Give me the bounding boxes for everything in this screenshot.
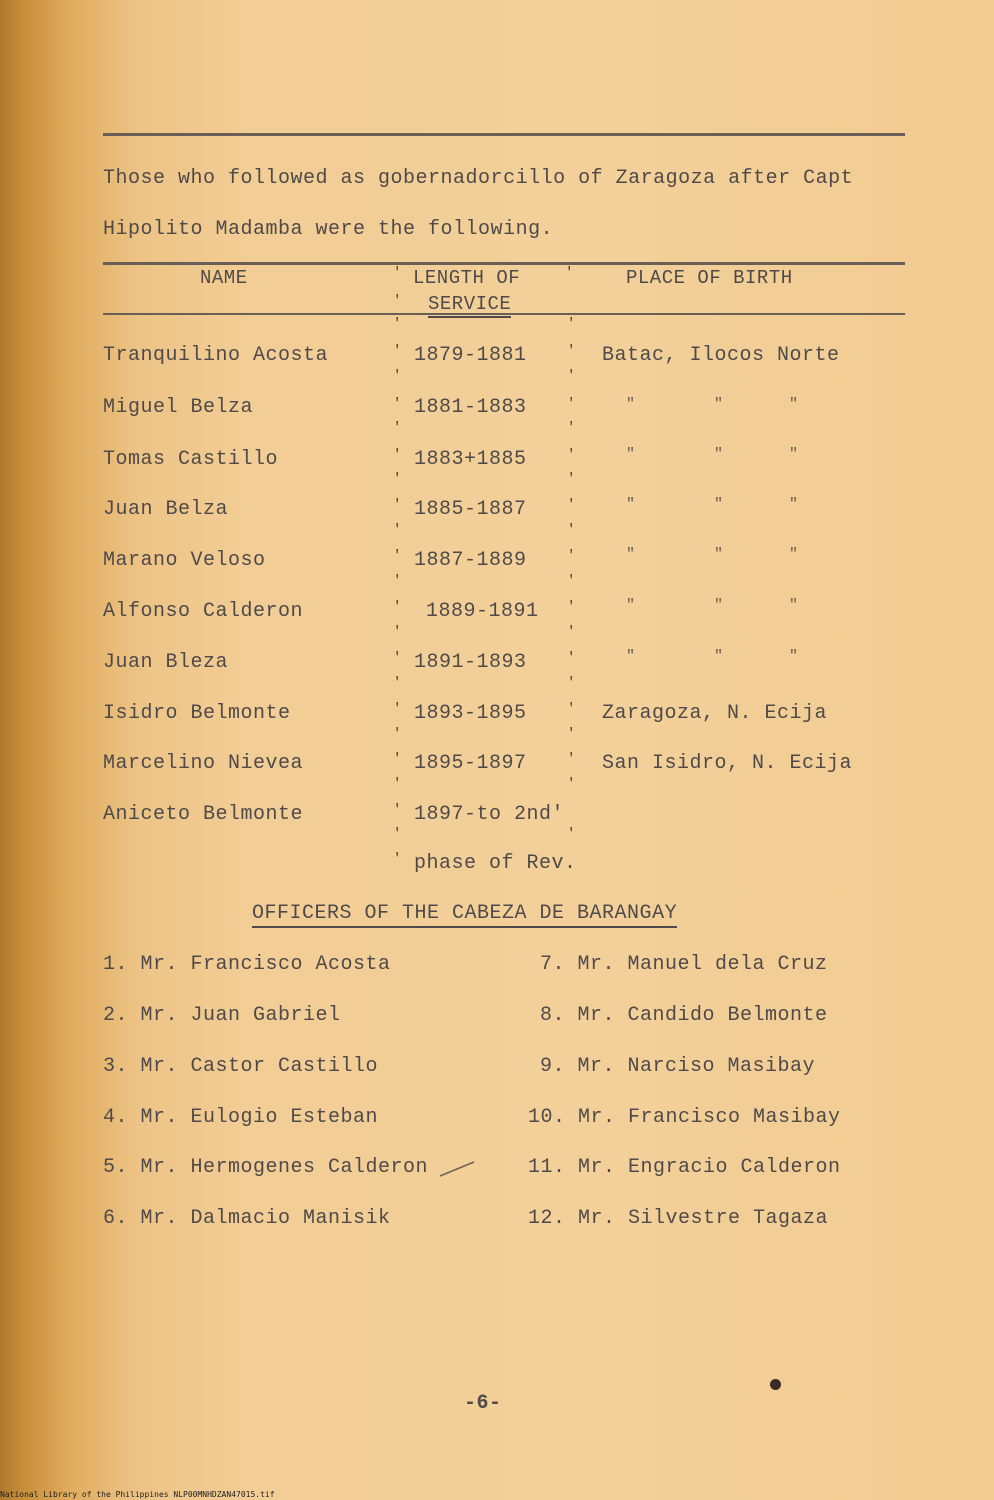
column-tick: '	[393, 522, 402, 538]
officer-item: 12. Mr. Silvestre Tagaza	[528, 1207, 829, 1230]
row-name: Isidro Belmonte	[103, 702, 291, 725]
row-name: Tranquilino Acosta	[103, 344, 329, 367]
column-tick: '	[393, 497, 402, 513]
ditto-mark: "	[626, 396, 636, 413]
intro-line-1: Those who followed as gobernadorcillo of Zaragoza after Capt	[103, 167, 854, 190]
column-tick: '	[567, 599, 576, 615]
column-tick: '	[567, 343, 576, 359]
ditto-mark: "	[789, 597, 799, 614]
page-number: -6-	[464, 1392, 502, 1415]
row-name: Juan Belza	[103, 498, 229, 521]
row-name: Tomas Castillo	[103, 448, 279, 471]
column-tick: '	[393, 447, 402, 463]
ink-spot	[770, 1379, 781, 1390]
row-service: 1895-1897	[414, 752, 527, 775]
column-tick: '	[393, 701, 402, 717]
column-tick: '	[393, 343, 402, 359]
row-service: 1897-to 2nd'	[414, 803, 565, 826]
column-tick: '	[567, 447, 576, 463]
row-name: Miguel Belza	[103, 396, 254, 419]
ditto-mark: "	[789, 546, 799, 563]
top-rule	[103, 133, 905, 136]
ditto-mark: "	[789, 396, 799, 413]
intro-line-2: Hipolito Madamba were the following.	[103, 218, 554, 241]
officer-item: 3. Mr. Castor Castillo	[103, 1055, 379, 1078]
column-tick: '	[567, 751, 576, 767]
column-tick: '	[567, 650, 576, 666]
ditto-mark: "	[626, 546, 636, 563]
officer-item: 1. Mr. Francisco Acosta	[103, 953, 391, 976]
column-tick: '	[567, 497, 576, 513]
column-tick: '	[393, 826, 402, 842]
ditto-mark: "	[626, 648, 636, 665]
officer-item: 5. Mr. Hermogenes Calderon	[103, 1156, 429, 1179]
column-tick: '	[567, 420, 576, 436]
column-tick: '	[393, 573, 402, 589]
officer-item: 6. Mr. Dalmacio Manisik	[103, 1207, 391, 1230]
ditto-mark: "	[626, 496, 636, 513]
row-service: 1885-1887	[414, 498, 527, 521]
header-service-1: LENGTH OF	[413, 267, 521, 289]
officer-item: 4. Mr. Eulogio Esteban	[103, 1106, 379, 1129]
column-tick: '	[567, 548, 576, 564]
row-service: 1879-1881	[414, 344, 527, 367]
column-tick: '	[567, 396, 576, 412]
row-name: Juan Bleza	[103, 651, 229, 674]
header-tick: '	[393, 293, 402, 309]
ditto-mark: "	[789, 446, 799, 463]
officer-item: 11. Mr. Engracio Calderon	[528, 1156, 841, 1179]
column-tick: '	[393, 420, 402, 436]
row-service: 1881-1883	[414, 396, 527, 419]
column-tick: '	[393, 675, 402, 691]
row-name: Marcelino Nievea	[103, 752, 304, 775]
column-tick: '	[393, 599, 402, 615]
ditto-mark: "	[626, 597, 636, 614]
column-tick: '	[393, 726, 402, 742]
column-tick: '	[567, 471, 576, 487]
row-birth: San Isidro, N. Ecija	[602, 752, 853, 775]
ditto-mark: "	[714, 597, 724, 614]
column-tick: '	[567, 368, 576, 384]
column-tick: '	[393, 776, 402, 792]
column-tick: '	[393, 368, 402, 384]
officer-item: 2. Mr. Juan Gabriel	[103, 1004, 341, 1027]
column-tick: '	[567, 316, 576, 332]
header-tick: '	[393, 265, 402, 281]
officers-title: OFFICERS OF THE CABEZA DE BARANGAY	[252, 902, 677, 928]
column-tick: '	[567, 776, 576, 792]
row-service: 1887-1889	[414, 549, 527, 572]
column-tick: '	[393, 316, 402, 332]
column-tick: '	[567, 522, 576, 538]
ditto-mark: "	[789, 648, 799, 665]
row-service: 1883+1885	[414, 448, 527, 471]
officer-item: 7. Mr. Manuel dela Cruz	[540, 953, 828, 976]
row-service: 1889-1891	[426, 600, 539, 623]
row-name: Alfonso Calderon	[103, 600, 304, 623]
column-tick: '	[393, 851, 402, 867]
row-name: Marano Veloso	[103, 549, 266, 572]
ditto-mark: "	[789, 496, 799, 513]
ditto-mark: "	[714, 546, 724, 563]
check-mark-icon	[438, 1158, 478, 1180]
header-tick: '	[565, 265, 574, 281]
column-tick: '	[393, 548, 402, 564]
column-tick: '	[393, 471, 402, 487]
column-tick: '	[567, 624, 576, 640]
header-service-2: SERVICE	[428, 293, 511, 318]
row-service-continued: phase of Rev.	[414, 852, 577, 875]
column-tick: '	[393, 396, 402, 412]
column-tick: '	[567, 701, 576, 717]
ditto-mark: "	[714, 496, 724, 513]
ditto-mark: "	[714, 396, 724, 413]
officer-item: 10. Mr. Francisco Masibay	[528, 1106, 841, 1129]
column-tick: '	[393, 650, 402, 666]
row-birth: Zaragoza, N. Ecija	[602, 702, 828, 725]
scan-footer: National Library of the Philippines NLP00MNHDZAN47015.tif	[0, 1490, 275, 1499]
column-tick: '	[393, 624, 402, 640]
row-service: 1893-1895	[414, 702, 527, 725]
column-tick: '	[567, 826, 576, 842]
ditto-mark: "	[714, 446, 724, 463]
row-name: Aniceto Belmonte	[103, 803, 304, 826]
header-name: NAME	[200, 267, 248, 289]
column-tick: '	[567, 726, 576, 742]
ditto-mark: "	[714, 648, 724, 665]
ditto-mark: "	[626, 446, 636, 463]
officer-item: 9. Mr. Narciso Masibay	[540, 1055, 816, 1078]
row-service: 1891-1893	[414, 651, 527, 674]
column-tick: '	[567, 675, 576, 691]
table-top-rule	[103, 262, 905, 265]
column-tick: '	[393, 751, 402, 767]
column-tick: '	[393, 802, 402, 818]
column-tick: '	[567, 573, 576, 589]
header-birth: PLACE OF BIRTH	[626, 267, 793, 289]
row-birth: Batac, Ilocos Norte	[602, 344, 840, 367]
officer-item: 8. Mr. Candido Belmonte	[540, 1004, 828, 1027]
